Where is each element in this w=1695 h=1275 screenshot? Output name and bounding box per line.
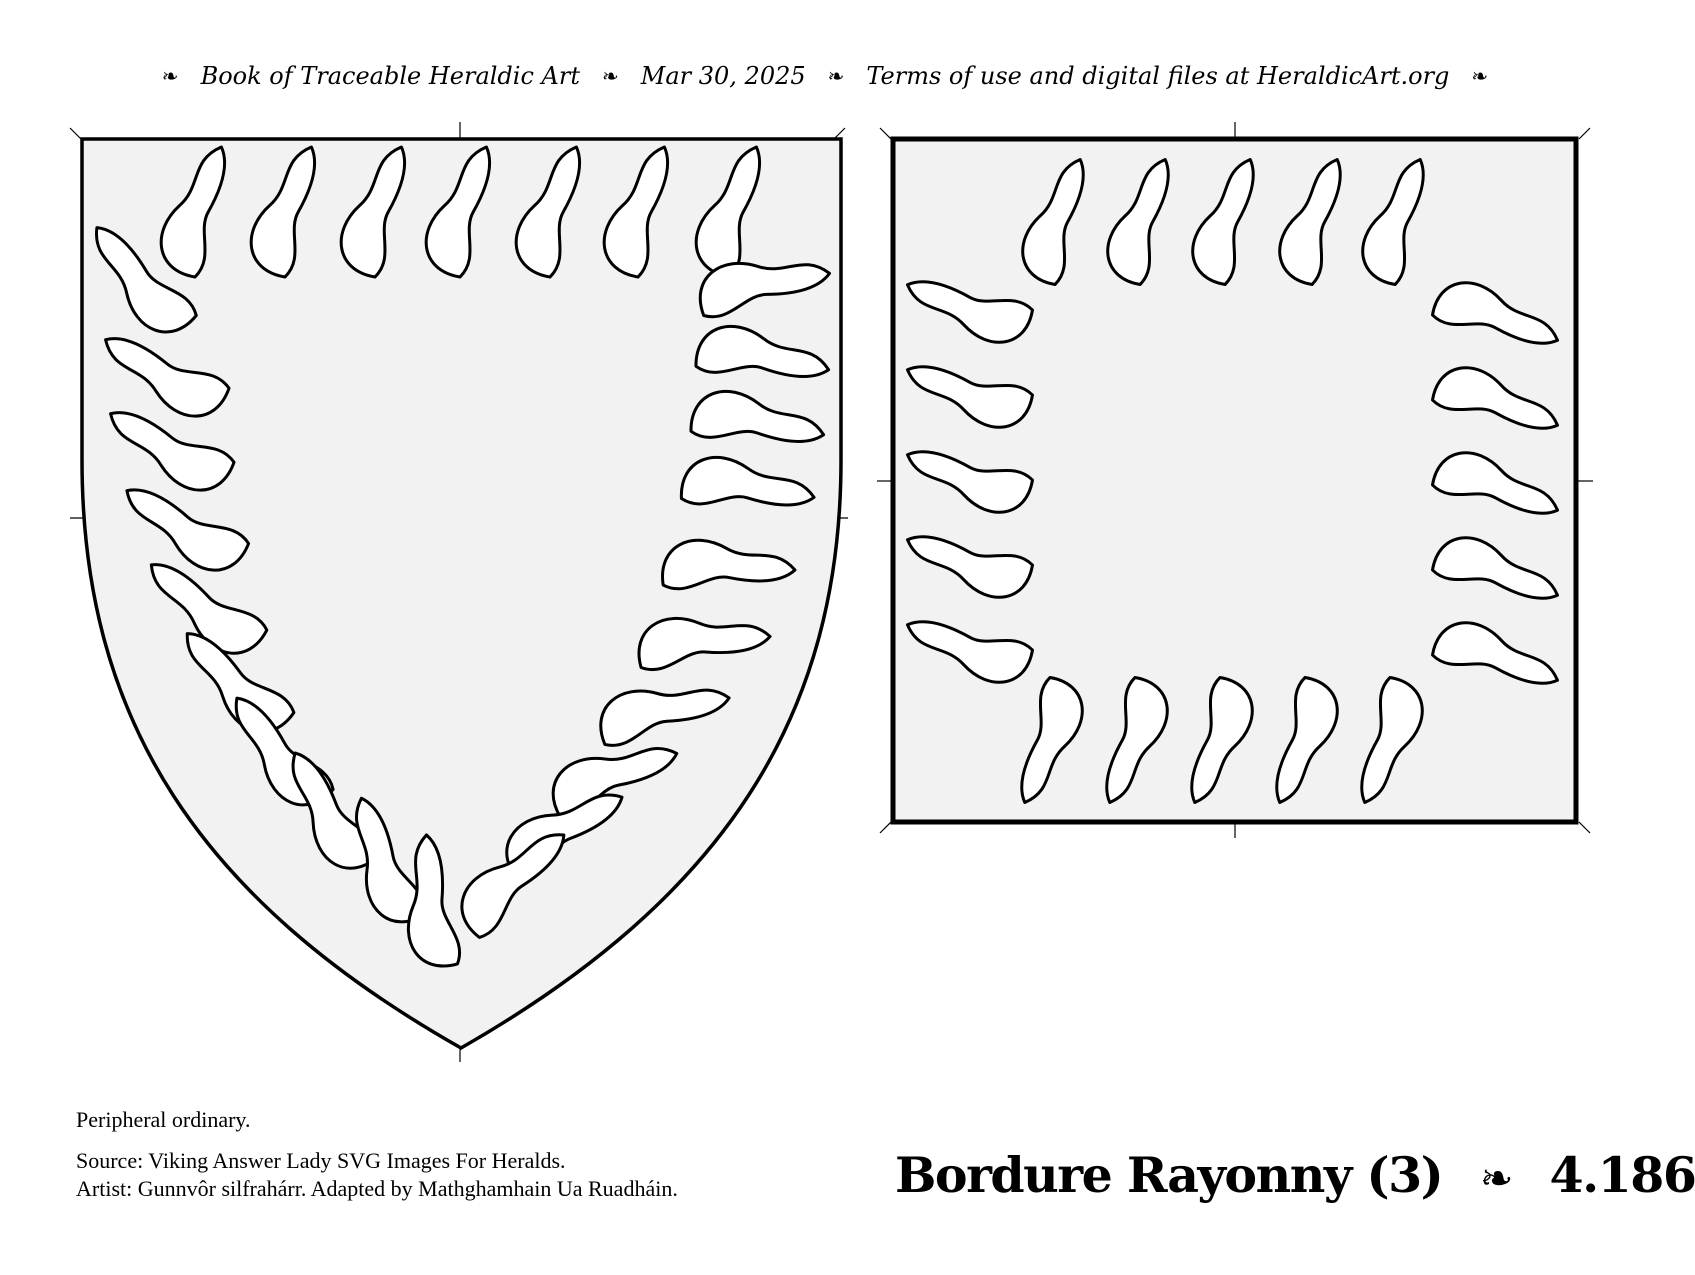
plate-number: 4.186 xyxy=(1549,1146,1695,1204)
category-note: Peripheral ordinary. xyxy=(76,1107,251,1132)
terms-link-text: Terms of use and digital files at HeraldicArt.org xyxy=(866,62,1450,90)
fleuron-icon: ❧ xyxy=(161,64,179,88)
book-title: Book of Traceable Heraldic Art xyxy=(200,62,580,90)
artist-note: Artist: Gunnvôr silfrahárr. Adapted by Mathghamhain Ua Ruadháin. xyxy=(76,1176,678,1201)
plate-title xyxy=(895,1140,1695,1210)
header-date: Mar 30, 2025 xyxy=(640,62,806,90)
source-note: Source: Viking Answer Lady SVG Images For Heralds. xyxy=(76,1148,566,1173)
plate-name: Bordure Rayonny (3) xyxy=(895,1146,1443,1204)
fleuron-icon: ❧ xyxy=(827,64,845,88)
fleuron-icon: ❧ xyxy=(602,64,619,88)
fleuron-icon: ❧ xyxy=(1471,64,1489,88)
fleuron-icon: ❧ xyxy=(1479,1156,1512,1202)
